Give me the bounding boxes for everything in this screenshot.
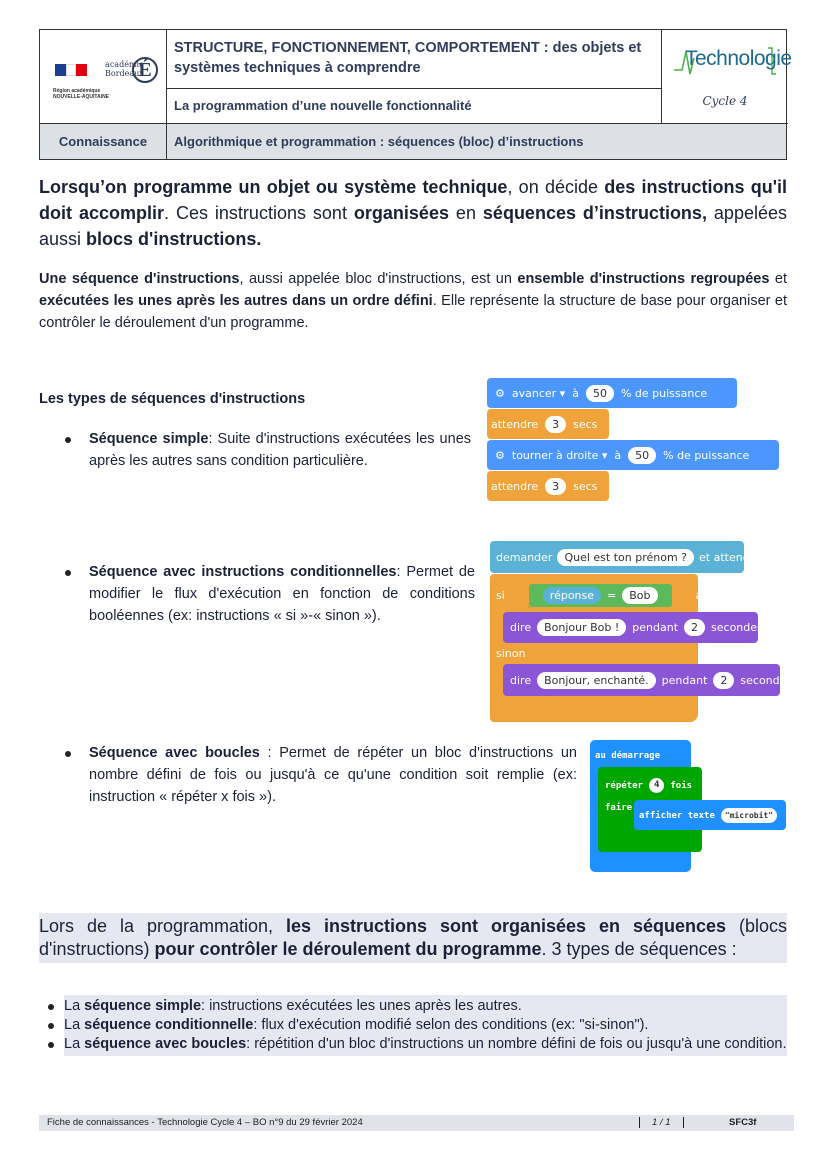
item-bold: séquence simple bbox=[84, 998, 202, 1014]
sum-t2: les instructions sont organisées en séquences bbox=[286, 916, 726, 936]
sum-t4: pour contrôler le déroulement du programme bbox=[154, 939, 542, 959]
ask-end-label: et attendre bbox=[699, 550, 761, 564]
bullet-icon bbox=[65, 437, 71, 443]
item-pre: La bbox=[64, 1036, 85, 1052]
secs-label: secs bbox=[573, 417, 598, 431]
at-label: à bbox=[614, 448, 622, 462]
times-value: 4 bbox=[649, 778, 664, 793]
def-t6: . Elle représente la structure de base pour organiser et contrôler le déroulement d'un programme. bbox=[39, 293, 787, 331]
type-desc: : Permet de répéter un bloc d'instructions un nombre défini de fois ou jusqu'à ce qu'une condition soit remplie (ex: instruction « répéter x fois »). bbox=[89, 745, 578, 805]
item-rest: : flux d'exécution modifié selon des conditions (ex: "si-sinon"). bbox=[253, 1017, 649, 1033]
at-label: à bbox=[572, 386, 579, 400]
then-label: alors bbox=[695, 589, 723, 602]
question-value: Quel est ton prénom ? bbox=[557, 549, 694, 566]
type-name: Séquence simple bbox=[89, 431, 209, 447]
intro-t6: en bbox=[448, 203, 483, 223]
header-title: STRUCTURE, FONCTIONNEMENT, COMPORTEMENT : des objets et systèmes techniques à comprendre bbox=[167, 30, 661, 89]
intro-t4: . Ces instructions sont bbox=[163, 203, 354, 223]
type-name: Séquence avec instructions conditionnelles bbox=[89, 564, 397, 580]
wait-block bbox=[487, 409, 609, 439]
duration-value: 2 bbox=[713, 672, 734, 689]
academy-e-icon: É bbox=[132, 57, 158, 83]
power-label: % de puissance bbox=[620, 386, 708, 400]
turn-label: tourner à droite ▾ bbox=[511, 448, 608, 462]
intro-paragraph bbox=[39, 174, 787, 252]
seconds-label: secondes bbox=[711, 621, 763, 634]
intro-t2: , on décide bbox=[507, 177, 605, 197]
eq-label: = bbox=[607, 589, 617, 602]
type-simple bbox=[89, 428, 471, 472]
wait-block bbox=[487, 471, 609, 501]
say-block-1 bbox=[503, 612, 763, 643]
item-bold: séquence avec boucles bbox=[84, 1036, 247, 1052]
during-label: pendant bbox=[632, 621, 679, 634]
power-label: % de puissance bbox=[663, 448, 750, 462]
repeat-label: répéter bbox=[605, 780, 643, 791]
intro-t3: des instructions qu'il doit accomplir bbox=[39, 177, 787, 223]
during-label: pendant bbox=[661, 673, 708, 687]
robot-icon: ⚙ bbox=[495, 386, 505, 400]
turn-block bbox=[487, 440, 779, 470]
message-value: Bonjour, enchanté. bbox=[537, 672, 656, 689]
if-label: si bbox=[496, 589, 505, 602]
knowledge-label: Connaissance bbox=[40, 124, 167, 159]
summary-paragraph bbox=[39, 913, 787, 963]
intro-t9: blocs d'instructions. bbox=[86, 229, 262, 249]
technologie-word: Technologie bbox=[685, 47, 792, 70]
bob-value: Bob bbox=[622, 587, 657, 604]
condition-block bbox=[529, 584, 672, 607]
intro-t5: organisées bbox=[353, 203, 449, 223]
header-subtitle: La programmation d’une nouvelle fonctionnalité bbox=[167, 89, 661, 124]
ask-label: demander bbox=[496, 550, 553, 564]
sum-t1: Lors de la programmation, bbox=[39, 916, 286, 936]
page-number: 1 / 1 bbox=[639, 1117, 684, 1128]
do-label: faire bbox=[605, 803, 633, 813]
wait-label: attendre bbox=[491, 479, 539, 493]
french-flag-icon bbox=[55, 64, 87, 76]
item-rest: : répétition d'un bloc d'instructions un nombre défini de fois ou jusqu'à une condition. bbox=[246, 1036, 787, 1052]
header-table bbox=[39, 29, 792, 160]
sum-t3: (blocs d'instructions) bbox=[39, 916, 787, 959]
wait-label: attendre bbox=[491, 417, 539, 431]
say-block-2 bbox=[503, 664, 793, 696]
academy-city: Bordeaux bbox=[105, 69, 144, 78]
definition-paragraph bbox=[39, 268, 787, 334]
move-label: avancer ▾ bbox=[511, 386, 566, 400]
secs-value: 3 bbox=[545, 478, 566, 495]
region-line-1: Région académique bbox=[53, 88, 101, 94]
summary-item bbox=[64, 997, 787, 1016]
def-t5: exécutées les unes après les autres dans un ordre défini bbox=[39, 293, 433, 309]
intro-t8: appelées aussi bbox=[39, 203, 787, 249]
footer-left: Fiche de connaissances - Technologie Cycle 4 – BO n°9 du 29 février 2024 bbox=[47, 1117, 363, 1128]
ask-block bbox=[490, 541, 761, 573]
summary-item bbox=[64, 1035, 787, 1054]
times-label: fois bbox=[670, 780, 693, 791]
secs-value: 3 bbox=[545, 416, 566, 433]
academy-logo bbox=[40, 30, 167, 124]
bullet-icon bbox=[65, 751, 71, 757]
say-label: dire bbox=[510, 673, 532, 687]
power-value: 50 bbox=[586, 385, 614, 402]
knowledge-value: Algorithmique et programmation : séquences (bloc) d’instructions bbox=[167, 124, 786, 159]
secs-label: secs bbox=[573, 479, 598, 493]
item-pre: La bbox=[64, 1017, 85, 1033]
move-block bbox=[487, 378, 737, 408]
academy-label: académie bbox=[105, 60, 144, 69]
intro-t7: séquences d’instructions, bbox=[482, 203, 707, 223]
show-text-label: afficher texte bbox=[639, 810, 715, 821]
summary-list bbox=[64, 995, 787, 1056]
on-start-label: au démarrage bbox=[595, 751, 661, 761]
item-rest: : instructions exécutées les unes après les autres. bbox=[201, 998, 522, 1014]
type-conditional bbox=[89, 561, 475, 627]
def-t1: Une séquence d'instructions bbox=[39, 271, 240, 287]
item-bold: séquence conditionnelle bbox=[84, 1017, 254, 1033]
bullet-icon bbox=[65, 570, 71, 576]
page-footer bbox=[39, 1115, 794, 1131]
seconds-label: secondes bbox=[740, 673, 793, 687]
type-desc: : Permet de modifier le flux d'exécution en fonction de conditions booléennes (ex: instructions « si »-« sinon »). bbox=[89, 564, 475, 624]
technologie-logo bbox=[661, 30, 792, 124]
sum-t5: . 3 types de séquences : bbox=[541, 939, 737, 959]
power-value: 50 bbox=[628, 447, 656, 464]
region-line-2: NOUVELLE-AQUITAINE bbox=[53, 94, 110, 100]
def-t4: et bbox=[769, 271, 787, 287]
document-code: SFC3f bbox=[729, 1117, 757, 1128]
summary-item bbox=[64, 1016, 787, 1035]
text-value: "microbit" bbox=[721, 808, 777, 823]
answer-value: réponse bbox=[543, 587, 601, 604]
region-text bbox=[53, 88, 109, 100]
message-value: Bonjour Bob ! bbox=[537, 619, 626, 636]
def-t2: , aussi appelée bloc d'instructions, est un bbox=[239, 271, 518, 287]
if-else-block bbox=[490, 574, 723, 722]
def-t3: ensemble d'instructions regroupées bbox=[517, 271, 770, 287]
say-label: dire bbox=[510, 621, 532, 634]
robot-icon: ⚙ bbox=[495, 448, 505, 462]
cycle-label: Cycle 4 bbox=[702, 94, 748, 108]
section-title: Les types de séquences d'instructions bbox=[39, 391, 306, 407]
intro-t1: Lorsqu’on programme un objet ou système technique bbox=[39, 177, 508, 197]
show-text-block bbox=[634, 800, 786, 830]
type-name: Séquence avec boucles bbox=[89, 745, 260, 761]
type-loop bbox=[89, 742, 577, 808]
else-label: sinon bbox=[496, 647, 526, 660]
item-pre: La bbox=[64, 998, 85, 1014]
type-desc: : Suite d'instructions exécutées les unes après les autres sans condition particulière. bbox=[89, 431, 472, 469]
duration-value: 2 bbox=[684, 619, 705, 636]
